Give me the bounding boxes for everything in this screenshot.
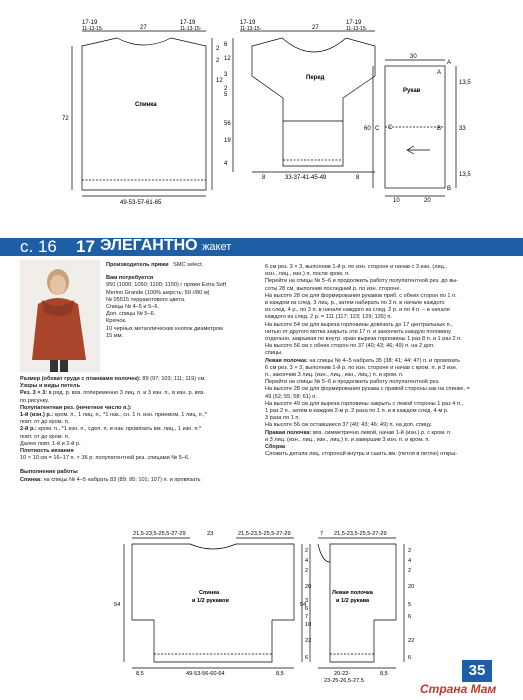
bb-r6: 6 — [305, 606, 309, 612]
sleeve-top: 30 — [410, 54, 417, 60]
text-normal: по рисунку. — [20, 397, 49, 404]
bb-r5: 3 — [305, 598, 309, 604]
bf-top-7: 7 — [320, 531, 324, 537]
text-bold: Правая полочка: — [265, 429, 312, 436]
text-normal: На высоте 28 см для формирования рукава с правой стороны как на спинке, = — [265, 386, 470, 393]
text-normal: 1 раз 2 п., затем в каждом 2-м р. 2 раза по 1 п. и в каждом след. 4-м р. — [265, 408, 449, 415]
bb-label2: и 1/2 рукавов — [192, 598, 229, 604]
bb-r3: 2 — [305, 568, 309, 574]
back-shoulder-l2: 11-13-15- — [82, 26, 104, 32]
bb-top-m: 23 — [207, 531, 214, 537]
need-line: Merino Grande (100% шерсть; 50 г/80 м) — [106, 289, 210, 296]
bf-top: 21,5-23,5-25,5-27-29 — [334, 531, 387, 537]
text-normal: спицы. — [265, 350, 283, 357]
text-normal: вяз. симметрично левой, начав 1-й (изн.) р. с кром. п. — [311, 429, 452, 436]
text-normal: кром. п., 1 лиц. п., *1 нак., сн. 1 п. изн. приемом, 1 лиц. п.,* — [53, 412, 207, 419]
text-normal: 49 (52; 55; 58; 61) п. — [265, 393, 317, 400]
text-bold: Плотность вязания — [20, 448, 74, 455]
text-line — [265, 322, 510, 329]
text-normal: из след. 4 р., по 3 п. в начале каждого из след. 2 р. и по 4 п. – в начале — [265, 307, 450, 314]
front-side-8b: 8 — [356, 175, 360, 181]
bb-r10: 6 — [305, 655, 309, 661]
back-bottom: 49-53-57-61-65 — [120, 200, 162, 206]
bf-label2: и 1/2 рукава — [336, 598, 370, 604]
intro-block — [106, 262, 261, 340]
text-line — [265, 430, 510, 437]
text-line — [265, 336, 510, 343]
text-normal: повт. от до кром. п. — [20, 433, 70, 440]
back-outline — [82, 38, 206, 190]
bf-bottom: 20-22- — [334, 671, 351, 677]
text-bold: 1-й (изн.) р.: — [20, 412, 54, 419]
text-line — [265, 386, 510, 393]
text-normal: 6 см рез. 3 × 3, выполнив 1-й р. по изн. стороне и начав с 3 изн. (лиц., — [265, 264, 447, 270]
text-normal: в ряд. р. вяз. попеременно 3 лиц. п. и 3 изн. п., в изн. р. вяз. — [47, 390, 205, 397]
right-column — [265, 264, 510, 458]
text-normal: 89 (97; 103; 111; 119) см. — [140, 376, 206, 382]
text-line — [20, 398, 258, 405]
text-line — [20, 376, 258, 383]
bb-left-h: 54 — [114, 602, 121, 608]
bb-r1: 2 — [305, 548, 309, 554]
text-line — [20, 441, 258, 448]
back-label: Спинка — [135, 102, 157, 108]
bb-top-l: 21,5-23,5-25,5-27-29 — [133, 531, 186, 537]
text-normal: на спицы № 4–5 набрать 83 (89; 95; 101; 107) п. и провязать — [42, 476, 201, 483]
front-h5: 56 — [224, 121, 231, 127]
back-width-top: 27 — [140, 25, 147, 31]
text-normal: изн., лиц., изн.) п. после кром. п. — [265, 271, 350, 278]
front-shoulder-r2: 11-13-15- — [346, 26, 368, 32]
producer-line — [106, 262, 261, 269]
bb-r4: 20 — [305, 584, 312, 590]
text-bold: 2-й р.: — [20, 426, 37, 433]
need-line: Спицы № 4–5 и 5–6. — [106, 304, 159, 311]
text-line — [265, 350, 510, 357]
bf-r1: 2 — [408, 548, 412, 554]
text-line — [20, 455, 258, 462]
text-line — [265, 300, 510, 307]
text-line — [265, 358, 510, 365]
text-normal: отдельно, закрывая по внутр. краю выреза горловины 1 раз 8 п. и 1 раз 2 п. — [265, 336, 462, 343]
text-normal: п., закончив 3 лиц. (изн., лиц., изн., лиц.) п. и кром. п. — [265, 372, 404, 379]
bb-r7: 7 — [305, 614, 309, 620]
text-line — [20, 477, 258, 484]
sleeve-c2: C — [375, 126, 380, 132]
text-bold: Левая полочка: — [265, 357, 308, 364]
bf-label: Левая полочка — [332, 590, 373, 596]
text-normal: на спицы № 4–5 набрать 35 (38; 41; 44; 47) п. и провязать — [307, 357, 461, 364]
top-patterns — [0, 0, 523, 212]
text-line — [20, 412, 258, 419]
front-label: Перед — [306, 75, 325, 81]
text-normal: кром. п., *1 изн. п., сдел. п. и нак. провязать вм. лиц., 1 изн. п.* — [36, 426, 202, 433]
bb-side-r: 8,5 — [276, 671, 284, 677]
text-bold: Выполнение работы — [20, 469, 78, 476]
text-normal: На высоте 56 см оставшиеся 37 (40; 43; 46; 49) п. на доп. спицу. — [265, 422, 432, 429]
text-normal: каждого из след. 2 р. = 111 (117; 123; 129; 135) п. — [265, 314, 392, 321]
back-side-2: 2 — [216, 58, 220, 64]
text-line — [265, 307, 510, 314]
bf-side: 8,5 — [380, 671, 388, 677]
back-side-1: 2 — [216, 46, 220, 52]
text-bold: Рез. 3 × 3: — [20, 390, 48, 397]
need-line: Доп. спицы № 5–6. — [106, 311, 156, 318]
bb-r2: 4 — [305, 558, 309, 564]
sleeve-r2: 33 — [459, 126, 466, 132]
front-outline — [252, 38, 375, 166]
text-normal: и 3 лиц. (изн., лиц., изн., лиц.) п. и завершив 3 изн. п. и кром. п. — [265, 436, 430, 443]
producer-value: SMC select. — [173, 262, 204, 268]
bf-bottom2: 23-25-26,5-27,5 — [324, 678, 364, 684]
watermark-text: Страна Мам — [420, 682, 497, 696]
title-main: ЭЛЕГАНТНО — [100, 237, 198, 254]
bf-r8: 6 — [408, 655, 412, 661]
pattern-number: 17 — [76, 237, 95, 256]
text-line — [265, 365, 510, 372]
title-sub: жакет — [202, 241, 232, 253]
sleeve-a: A — [437, 70, 442, 76]
text-line — [265, 278, 510, 285]
text-line — [265, 408, 510, 415]
front-shoulder-l2: 11-13-15- — [240, 26, 262, 32]
front-h2: 12 — [224, 56, 231, 62]
text-line — [20, 426, 258, 433]
text-normal: в каждом из след. 3 лиц. р., затем набирать по 3 п. в начале каждого — [265, 300, 445, 307]
front-h8: 4 — [224, 161, 228, 167]
bottom-patterns — [0, 522, 523, 700]
text-normal: Сложить детали лиц. стороной внутрь и сшить вм. (петля в петлю) откры- — [265, 451, 458, 458]
need-line: 10 черных металлических кнопок диаметром — [106, 325, 223, 332]
bf-r2: 4 — [408, 558, 412, 564]
bb-bottom: 49-53-56-60-64 — [186, 671, 225, 677]
bf-r4: 20 — [408, 584, 415, 590]
sleeve-b2: B — [447, 186, 452, 192]
text-bold: Размер (обхват груди с планками полочек): — [20, 376, 141, 382]
sleeve-c: C — [388, 125, 393, 131]
text-line — [20, 434, 258, 441]
text-line — [265, 314, 510, 321]
text-line — [265, 329, 510, 336]
text-line — [265, 437, 510, 444]
left-column — [20, 376, 258, 484]
sleeve-b1: 10 — [393, 198, 400, 204]
front-h1: 6 — [224, 42, 228, 48]
front-width-top: 27 — [312, 25, 319, 31]
text-line — [20, 469, 258, 476]
text-line — [20, 383, 258, 390]
text-bold: Полупатентная рез. (нечетное число п.): — [20, 404, 132, 411]
text-normal: Перейти на спицы № 5–6 и продолжить работу полупатентной рез. — [265, 379, 440, 386]
text-bold: Узоры и виды петель — [20, 383, 81, 390]
bb-top-r: 21,5-23,5-25,5-27-29 — [238, 531, 291, 537]
bf-r6: 6 — [408, 614, 412, 620]
back-height: 72 — [62, 116, 69, 122]
pattern-title — [100, 237, 231, 255]
bf-r7: 22 — [408, 638, 415, 644]
text-normal: На высоте 56 см с обеих сторон по 37 (40; 43; 46; 49) п. на 2 доп. — [265, 343, 435, 350]
bb-r8: 10 — [305, 622, 312, 628]
need-line: 950 (1000; 1050; 1100; 1150) г пряжи Extra Soft — [106, 282, 227, 289]
bf-r5: 5 — [408, 602, 412, 608]
front-h4: 2 — [224, 86, 228, 92]
text-normal: соты 28 см, выполнив последний р. по изн. стороне. — [265, 285, 402, 292]
sleeve-r3: 13,5 — [459, 172, 471, 178]
text-line — [265, 286, 510, 293]
text-line — [20, 405, 258, 412]
sleeve-b2-dim: 20 — [424, 198, 431, 204]
text-normal: 6 см рез. 3 × 3, выполнив 1-й р. по изн. стороне и начав с кром. п. и 3 изн. — [265, 364, 458, 371]
front-side-8a: 8 — [262, 175, 266, 181]
need-line: Крючок. — [106, 318, 127, 325]
text-line — [265, 343, 510, 350]
page-number: 35 — [462, 660, 492, 682]
text-normal: нитью от другого мотка закрыть эти 17 п. и закончить каждую половину — [265, 328, 451, 335]
text-line — [265, 415, 510, 422]
back-side-3: 12 — [216, 78, 223, 84]
back-shoulder-r2: 11-13-15- — [180, 26, 202, 32]
front-shoulder-l: 17-19 — [240, 20, 256, 26]
text-normal: 3 раза по 1 п. — [265, 415, 300, 422]
need-line: № 05515 терракотового цвета. — [106, 296, 186, 303]
bb-label: Спинка — [199, 590, 220, 596]
front-h3: 3 — [224, 72, 228, 78]
text-bold: Спинка: — [20, 476, 43, 483]
text-normal: Далее повт. 1-й и 2-й р. — [20, 440, 81, 447]
text-normal: На высоте 54 см для выреза горловины довязать до 17 центральных п., — [265, 321, 453, 328]
text-normal: На высоте 49 см для выреза горловины закрыть с левой стороны 1 раз 4 п., — [265, 400, 464, 407]
text-line — [265, 394, 510, 401]
bb-r9: 22 — [305, 638, 312, 644]
need-line: 15 мм. — [106, 332, 124, 339]
text-line — [265, 422, 510, 429]
sleeve-b: B — [437, 126, 442, 132]
text-bold: Сборка — [265, 444, 286, 451]
text-line — [265, 293, 510, 300]
page-ref: с. 16 — [20, 237, 57, 256]
producer-label: Производитель пряжи — [106, 262, 169, 268]
back-shoulder-l: 17-19 — [82, 20, 98, 26]
text-line — [265, 264, 510, 271]
text-line — [20, 390, 258, 397]
bb-side-l: 8,5 — [136, 671, 144, 677]
text-line — [265, 401, 510, 408]
sleeve-a2: A — [447, 60, 452, 66]
sleeve-left-h: 60 — [364, 126, 371, 132]
front-h6: 5 — [224, 92, 228, 98]
text-normal: Перейти на спицы № 5–6 и продолжить работу полупатентной рез. до вы- — [265, 278, 459, 285]
front-bottom: 33-37-41-45-49 — [285, 175, 327, 181]
sleeve-r1: 13,5 — [459, 80, 471, 86]
front-h7: 19 — [224, 138, 231, 144]
front-shoulder-r: 17-19 — [346, 20, 362, 26]
back-shoulder-r: 17-19 — [180, 20, 196, 26]
text-normal: На высоте 28 см для формирования рукавов приб. с обеих сторон по 1 п. — [265, 292, 457, 299]
bf-left-h: 54 — [300, 602, 307, 608]
need-label: Вам потребуется — [106, 275, 154, 282]
sleeve-label: Рукав — [403, 88, 421, 94]
bf-r3: 2 — [408, 568, 412, 574]
text-normal: повт. от до кром. п. — [20, 419, 70, 426]
text-line — [265, 451, 510, 458]
model-photo — [20, 260, 100, 372]
text-normal: 10 × 10 см = 16–17 п. × 36 р. полупатентной рез. спицами № 5–6. — [20, 455, 190, 462]
